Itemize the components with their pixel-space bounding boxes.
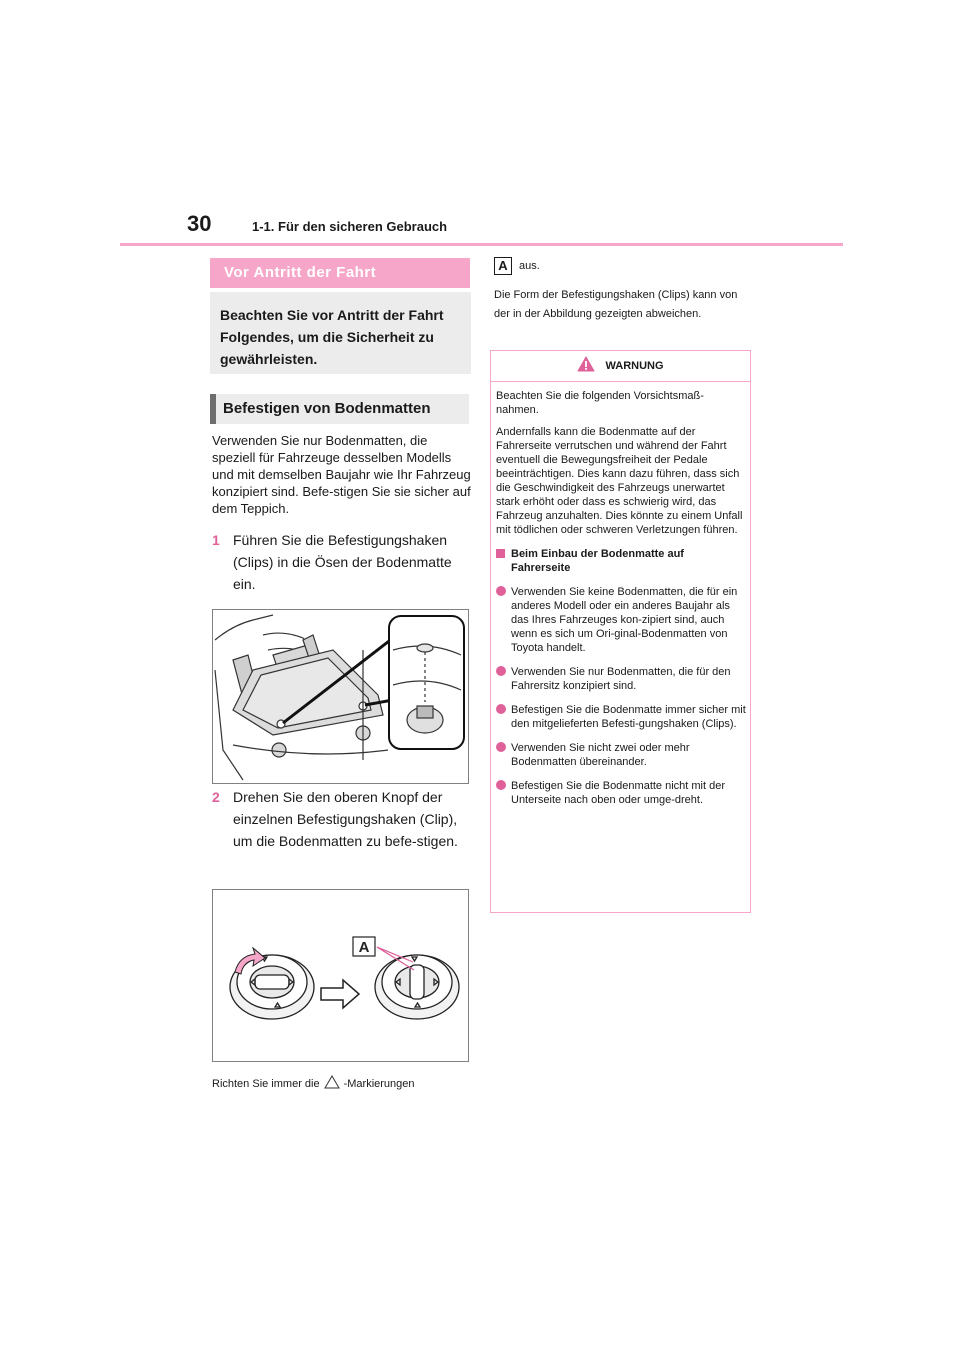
warning-title: WARNUNG <box>605 360 664 372</box>
triangle-mark-icon <box>324 1075 340 1092</box>
step-1 <box>212 529 472 595</box>
clip-rotation-figure <box>212 889 469 1062</box>
warning-paragraph: Andernfalls kann die Bodenmatte auf der Fahrerseite verrutschen und während der Fahrt eventuell die Bewegungsfreiheit der Pedale beeinträchtigen. Dies kann dazu führen, dass sich die Geschwindigkeit des Fahrzeugs unerwartet stark erhöht oder dass es schwierig wird, das Fahrzeug anzuhalten. Dies könnte zu einem Unfall mit tödlichen oder schweren Verletzungen führen. <box>496 426 743 536</box>
warning-bullet-text: Verwenden Sie keine Bodenmatten, die für ein anderes Modell oder ein anderes Baujahr als das Ihres Fahrzeuges kon-zipiert sind, auch wenn es sich um Ori-ginal-Bodenmatten von Toyota handelt. <box>511 586 738 654</box>
warning-bullet <box>496 741 746 769</box>
clip-shape-note: Die Form der Befestigungshaken (Clips) kann von der in der Abbildung gezeigten abweichen. <box>494 289 738 320</box>
warning-bullet-text: Verwenden Sie nicht zwei oder mehr Bodenmatten übereinander. <box>511 742 690 768</box>
floor-mat-figure <box>212 609 469 784</box>
clip-rotation-illustration <box>213 890 468 1061</box>
step-number: 2 <box>212 789 220 805</box>
caption-text-after: -Markierungen <box>343 1078 415 1090</box>
warning-paragraph: Beachten Sie die folgenden Vorsichtsmaß-nahmen. <box>496 390 704 416</box>
warning-bullet-text: Befestigen Sie die Bodenmatte nicht mit der Unterseite nach oben oder umge-dreht. <box>511 780 726 806</box>
intro-box: Beachten Sie vor Antritt der Fahrt Folgendes, um die Sicherheit zu gewährleisten. <box>210 292 471 374</box>
circle-bullet-icon <box>496 780 506 790</box>
warning-box <box>490 350 751 913</box>
warning-bullet <box>496 779 746 807</box>
header-divider <box>120 243 843 246</box>
warning-header <box>491 351 750 382</box>
warning-bullet <box>496 665 746 693</box>
marker-a-text: aus. <box>519 260 540 272</box>
warning-bullet-text: Befestigen Sie die Bodenmatte immer sicher mit den mitgelieferten Befesti-gungshaken (Clips). <box>511 704 746 730</box>
warning-bullet-text: Verwenden Sie nur Bodenmatten, die für den Fahrersitz konzipiert sind. <box>511 666 731 692</box>
warning-subheading-text: Beim Einbau der Bodenmatte auf Fahrerseite <box>511 548 684 574</box>
step-number: 1 <box>212 532 220 548</box>
warning-bullet <box>496 703 746 731</box>
page-number: 30 <box>187 211 212 236</box>
step-text: Drehen Sie den oberen Knopf der einzelnen Befestigungshaken (Clip), um die Bodenmatten zu befe-stigen. <box>233 789 458 849</box>
step-2 <box>212 786 474 852</box>
circle-bullet-icon <box>496 586 506 596</box>
figure-marker-a: A <box>358 939 370 956</box>
warning-bullet <box>496 585 746 655</box>
marker-a-label: A <box>494 257 512 275</box>
section-banner: Vor Antritt der Fahrt <box>210 258 470 288</box>
square-bullet-icon <box>496 549 505 558</box>
caption-text-before: Richten Sie immer die <box>212 1078 320 1090</box>
warning-subheading <box>496 547 746 575</box>
warning-body <box>496 389 746 817</box>
circle-bullet-icon <box>496 666 506 676</box>
figure-caption <box>212 1075 415 1092</box>
circle-bullet-icon <box>496 704 506 714</box>
floor-mat-illustration <box>213 610 468 783</box>
circle-bullet-icon <box>496 742 506 752</box>
subheading: Befestigen von Bodenmatten <box>210 394 469 424</box>
step-text: Führen Sie die Befestigungshaken (Clips) in die Ösen der Bodenmatte ein. <box>233 532 452 592</box>
section-title: 1-1. Für den sicheren Gebrauch <box>252 219 448 234</box>
body-paragraph: Verwenden Sie nur Bodenmatten, die speziell für Fahrzeuge desselben Modells und mit demselben Baujahr wie Ihr Fahrzeug konzipiert sind. Befe-stigen Sie sie sicher auf dem Teppich. <box>212 433 471 516</box>
warning-icon <box>577 356 595 372</box>
